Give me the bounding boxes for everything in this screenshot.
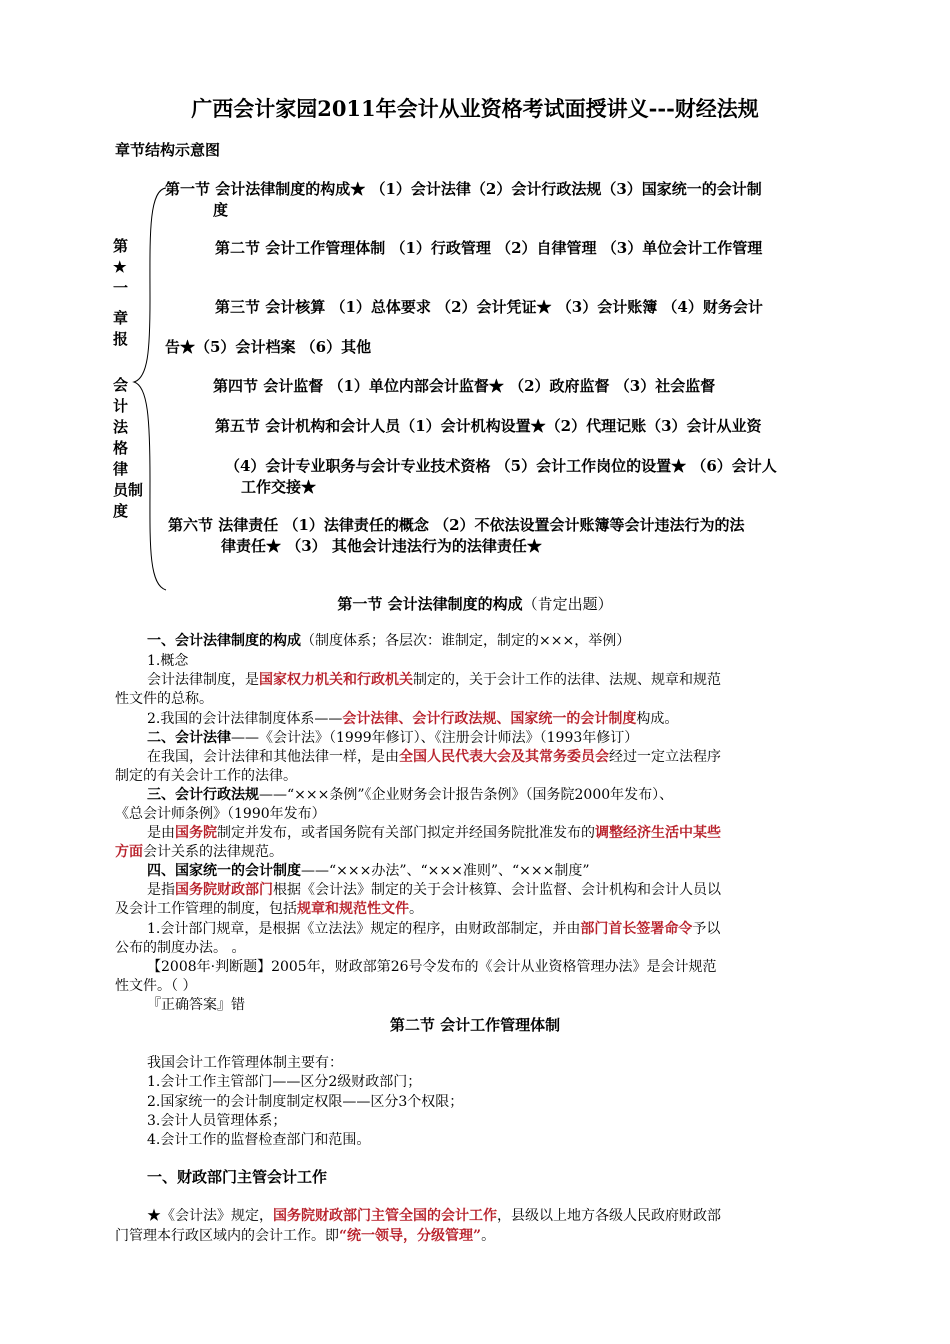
sec1-p5: 《总会计师条例》（1990年发布） bbox=[115, 806, 326, 822]
sec2-intro: 我国会计工作管理体制主要有： bbox=[147, 1055, 343, 1071]
sec1-p7: 是指国务院财政部门根据《会计法》制定的关于会计核算、会计监督、会计机构和会计人员以 bbox=[147, 882, 721, 898]
outline-s1: 第一节 会计法律制度的构成★ （1）会计法律（2）会计行政法规（3）国家统一的会计制 bbox=[165, 180, 762, 198]
outline-s3: 第三节 会计核算 （1）总体要求 （2）会计凭证★ （3）会计账簿 （4）财务会计 bbox=[215, 298, 763, 316]
sec1-p9-cont: 性文件。（ ） bbox=[115, 978, 197, 994]
sec2-h1: 一、财政部门主管会计工作 bbox=[147, 1168, 328, 1186]
outline-s1-cont: 度 bbox=[213, 201, 229, 219]
list-item: 1.会计工作主管部门——区分2级财政部门； bbox=[147, 1074, 422, 1090]
sec1-h4: 四、国家统一的会计制度——“×××办法”、“×××准则”、“×××制度” bbox=[147, 863, 590, 879]
sec1-p7-cont: 及会计工作管理的制度，包括规章和规范性文件。 bbox=[115, 901, 423, 917]
outline-s6-cont: 律责任★ （3） 其他会计违法行为的法律责任★ bbox=[221, 537, 542, 555]
section1-heading: 第一节 会计法律制度的构成（肯定出题） bbox=[337, 595, 613, 613]
list-item: 2.国家统一的会计制度制定权限——区分3个权限； bbox=[147, 1094, 464, 1110]
sec1-p9: 【2008年·判断题】2005年，财政部第26号令发布的《会计从业资格管理办法》是会计规范 bbox=[147, 959, 717, 975]
outline-s3-cont: 告★（5）会计档案 （6）其他 bbox=[165, 338, 372, 356]
section2-heading: 第二节 会计工作管理体制 bbox=[389, 1016, 561, 1034]
sec1-p8: 1.会计部门规章，是根据《立法法》规定的程序，由财政部制定，并由部门首长签署命令予以 bbox=[147, 921, 721, 937]
sec1-p3: 2.我国的会计法律制度体系——会计法律、会计行政法规、国家统一的会计制度构成。 bbox=[147, 711, 679, 727]
sec1-h2: 二、会计法律——《会计法》（1999年修订）、《注册会计师法》（1993年修订） bbox=[147, 730, 639, 746]
sec1-p1: 1.概念 bbox=[147, 653, 189, 669]
sec1-h1: 一、会计法律制度的构成（制度体系；各层次：谁制定，制定的×××，举例） bbox=[147, 633, 631, 649]
outline-s4: 第四节 会计监督 （1）单位内部会计监督★ （2）政府监督 （3）社会监督 bbox=[213, 377, 716, 395]
outline-s5-cont: （4）会计专业职务与会计专业技术资格 （5）会计工作岗位的设置★ （6）会计人 bbox=[225, 457, 777, 475]
structure-heading: 章节结构示意图 bbox=[115, 141, 221, 159]
sec1-p4: 在我国，会计法律和其他法律一样，是由全国人民代表大会及其常务委员会经过一定立法程序 bbox=[147, 749, 721, 765]
outline-s5: 第五节 会计机构和会计人员（1）会计机构设置★（2）代理记账（3）会计从业资 bbox=[215, 417, 762, 435]
page-title: 广西会计家园2011年会计从业资格考试面授讲义---财经法规 bbox=[191, 96, 759, 121]
outline-s2: 第二节 会计工作管理体制 （1）行政管理 （2）自律管理 （3）单位会计工作管理 bbox=[215, 239, 763, 257]
sec1-p6: 是由国务院制定并发布，或者国务院有关部门拟定并经国务院批准发布的调整经济生活中某些 bbox=[147, 825, 721, 841]
sec1-p2-cont: 性文件的总称。 bbox=[115, 691, 213, 707]
sec1-p8-cont: 公布的制度办法。 。 bbox=[115, 940, 246, 956]
list-item: 4.会计工作的监督检查部门和范围。 bbox=[147, 1132, 371, 1148]
sec2-p1-cont: 门管理本行政区域内的会计工作。即“统一领导，分级管理”。 bbox=[115, 1228, 496, 1244]
outline-s6: 第六节 法律责任 （1）法律责任的概念 （2）不依法设置会计账簿等会计违法行为的法 bbox=[168, 516, 745, 534]
sec1-h3: 三、会计行政法规——“×××条例”《企业财务会计报告条例》（国务院2000年发布）、 bbox=[147, 787, 674, 803]
sec1-p2: 会计法律制度，是国家权力机关和行政机关制定的，关于会计工作的法律、法规、规章和规范 bbox=[147, 672, 721, 688]
sec2-p1: ★《会计法》规定，国务院财政部门主管全国的会计工作，县级以上地方各级人民政府财政部 bbox=[147, 1208, 721, 1224]
side-right-text: 会 计 法 格 律 员制 度 bbox=[113, 376, 144, 520]
sec1-p10: 『正确答案』错 bbox=[147, 997, 245, 1013]
side-left-text: 第 ★ 一 章 报 bbox=[113, 237, 129, 348]
list-item: 3.会计人员管理体系； bbox=[147, 1113, 287, 1129]
sec1-p4-cont: 制定的有关会计工作的法律。 bbox=[115, 768, 297, 784]
outline-s5-cont2: 工作交接★ bbox=[241, 478, 317, 496]
sec1-p6-cont: 方面会计关系的法律规范。 bbox=[115, 844, 283, 860]
